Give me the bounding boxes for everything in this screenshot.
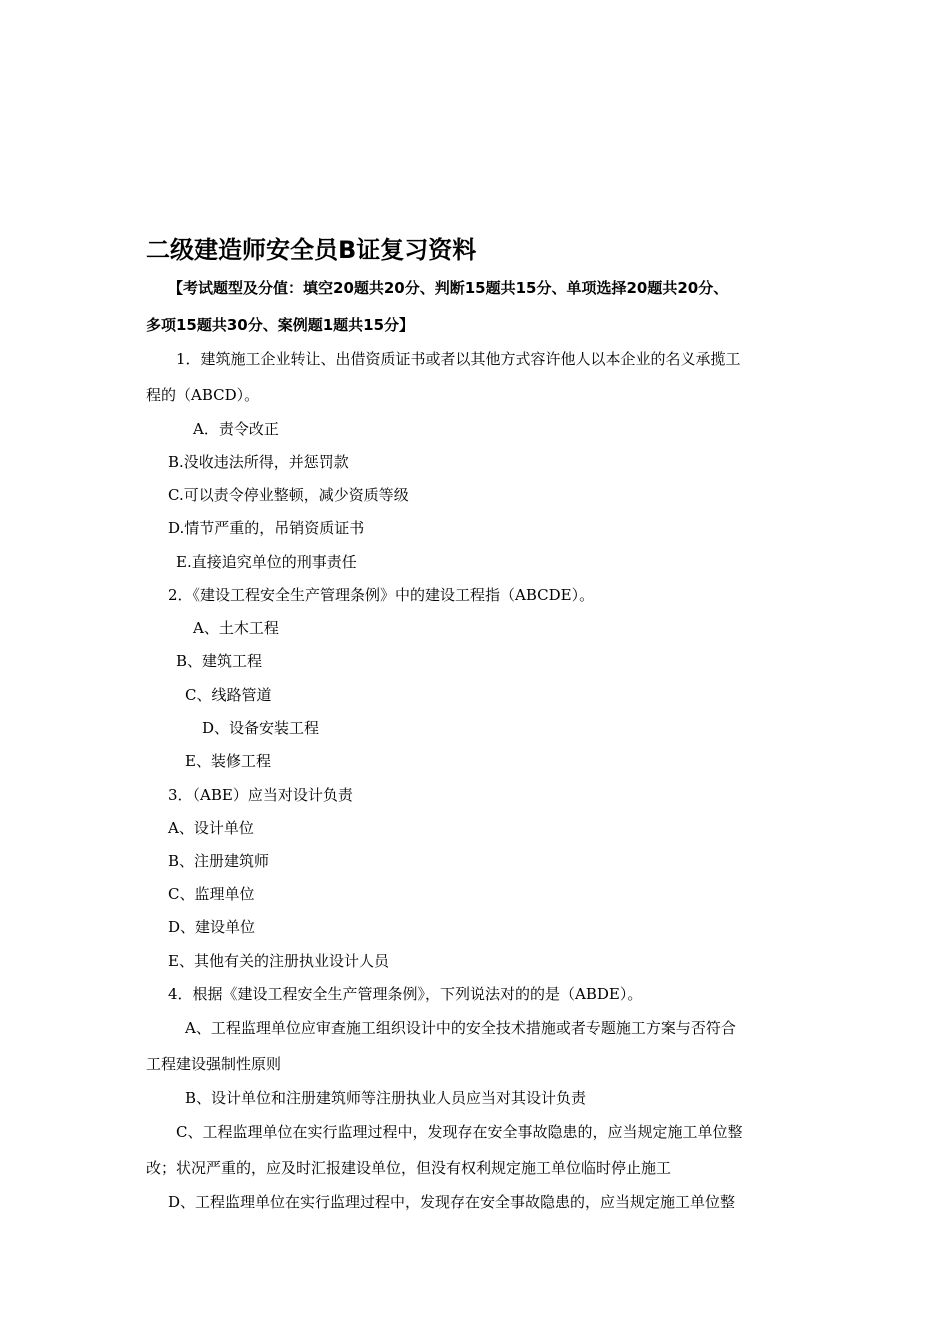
q2-option-e: E、装修工程 [185, 752, 271, 770]
q2-stem: 2．《建设工程安全生产管理条例》中的建设工程指（ABCDE）。 [168, 586, 595, 604]
q4-option-a-line-2: 工程建设强制性原则 [146, 1055, 282, 1073]
q1-option-b: B.没收违法所得，并惩罚款 [168, 453, 349, 471]
q2-option-a: A、土木工程 [193, 619, 279, 637]
q4-stem: 4．根据《建设工程安全生产管理条例》，下列说法对的的是（ABDE）。 [168, 985, 643, 1003]
q1-option-c: C.可以责令停业整顿，减少资质等级 [168, 486, 409, 504]
q3-option-c: C、监理单位 [168, 885, 255, 903]
q3-stem: 3．（ABE）应当对设计负责 [168, 786, 353, 804]
q2-option-c: C、线路管道 [185, 686, 272, 704]
q1-stem-line-1: 1．建筑施工企业转让、出借资质证书或者以其他方式容许他人以本企业的名义承揽工 [176, 350, 741, 368]
document-title: 二级建造师安全员B证复习资料 [146, 236, 477, 264]
q4-option-c-line-2: 改；状况严重的，应及时汇报建设单位，但没有权利规定施工单位临时停止施工 [146, 1159, 672, 1177]
q2-option-b: B、建筑工程 [176, 652, 263, 670]
q4-option-d-line-1: D、工程监理单位在实行监理过程中，发现存在安全事故隐患的，应当规定施工单位整 [168, 1193, 736, 1211]
q1-stem-line-2: 程的（ABCD）。 [146, 386, 260, 404]
q3-option-b: B、注册建筑师 [168, 852, 270, 870]
q4-option-c-line-1: C、工程监理单位在实行监理过程中，发现存在安全事故隐患的，应当规定施工单位整 [176, 1123, 743, 1141]
q1-option-e: E.直接追究单位的刑事责任 [176, 553, 357, 571]
q3-option-a: A、设计单位 [168, 819, 254, 837]
exam-info-line-1: 【考试题型及分值：填空20题共20分、判断15题共15分、单项选择20题共20分、 [168, 279, 729, 297]
q4-option-a-line-1: A、工程监理单位应审查施工组织设计中的安全技术措施或者专题施工方案与否符合 [185, 1019, 736, 1037]
q1-option-a: A．责令改正 [193, 420, 279, 438]
exam-info-line-2: 多项15题共30分、案例题1题共15分】 [146, 316, 415, 334]
q4-option-b: B、设计单位和注册建筑师等注册执业人员应当对其设计负责 [185, 1089, 587, 1107]
q3-option-e: E、其他有关的注册执业设计人员 [168, 952, 389, 970]
q3-option-d: D、建设单位 [168, 918, 256, 936]
q1-option-d: D.情节严重的，吊销资质证书 [168, 519, 365, 537]
q2-option-d: D、设备安装工程 [202, 719, 320, 737]
